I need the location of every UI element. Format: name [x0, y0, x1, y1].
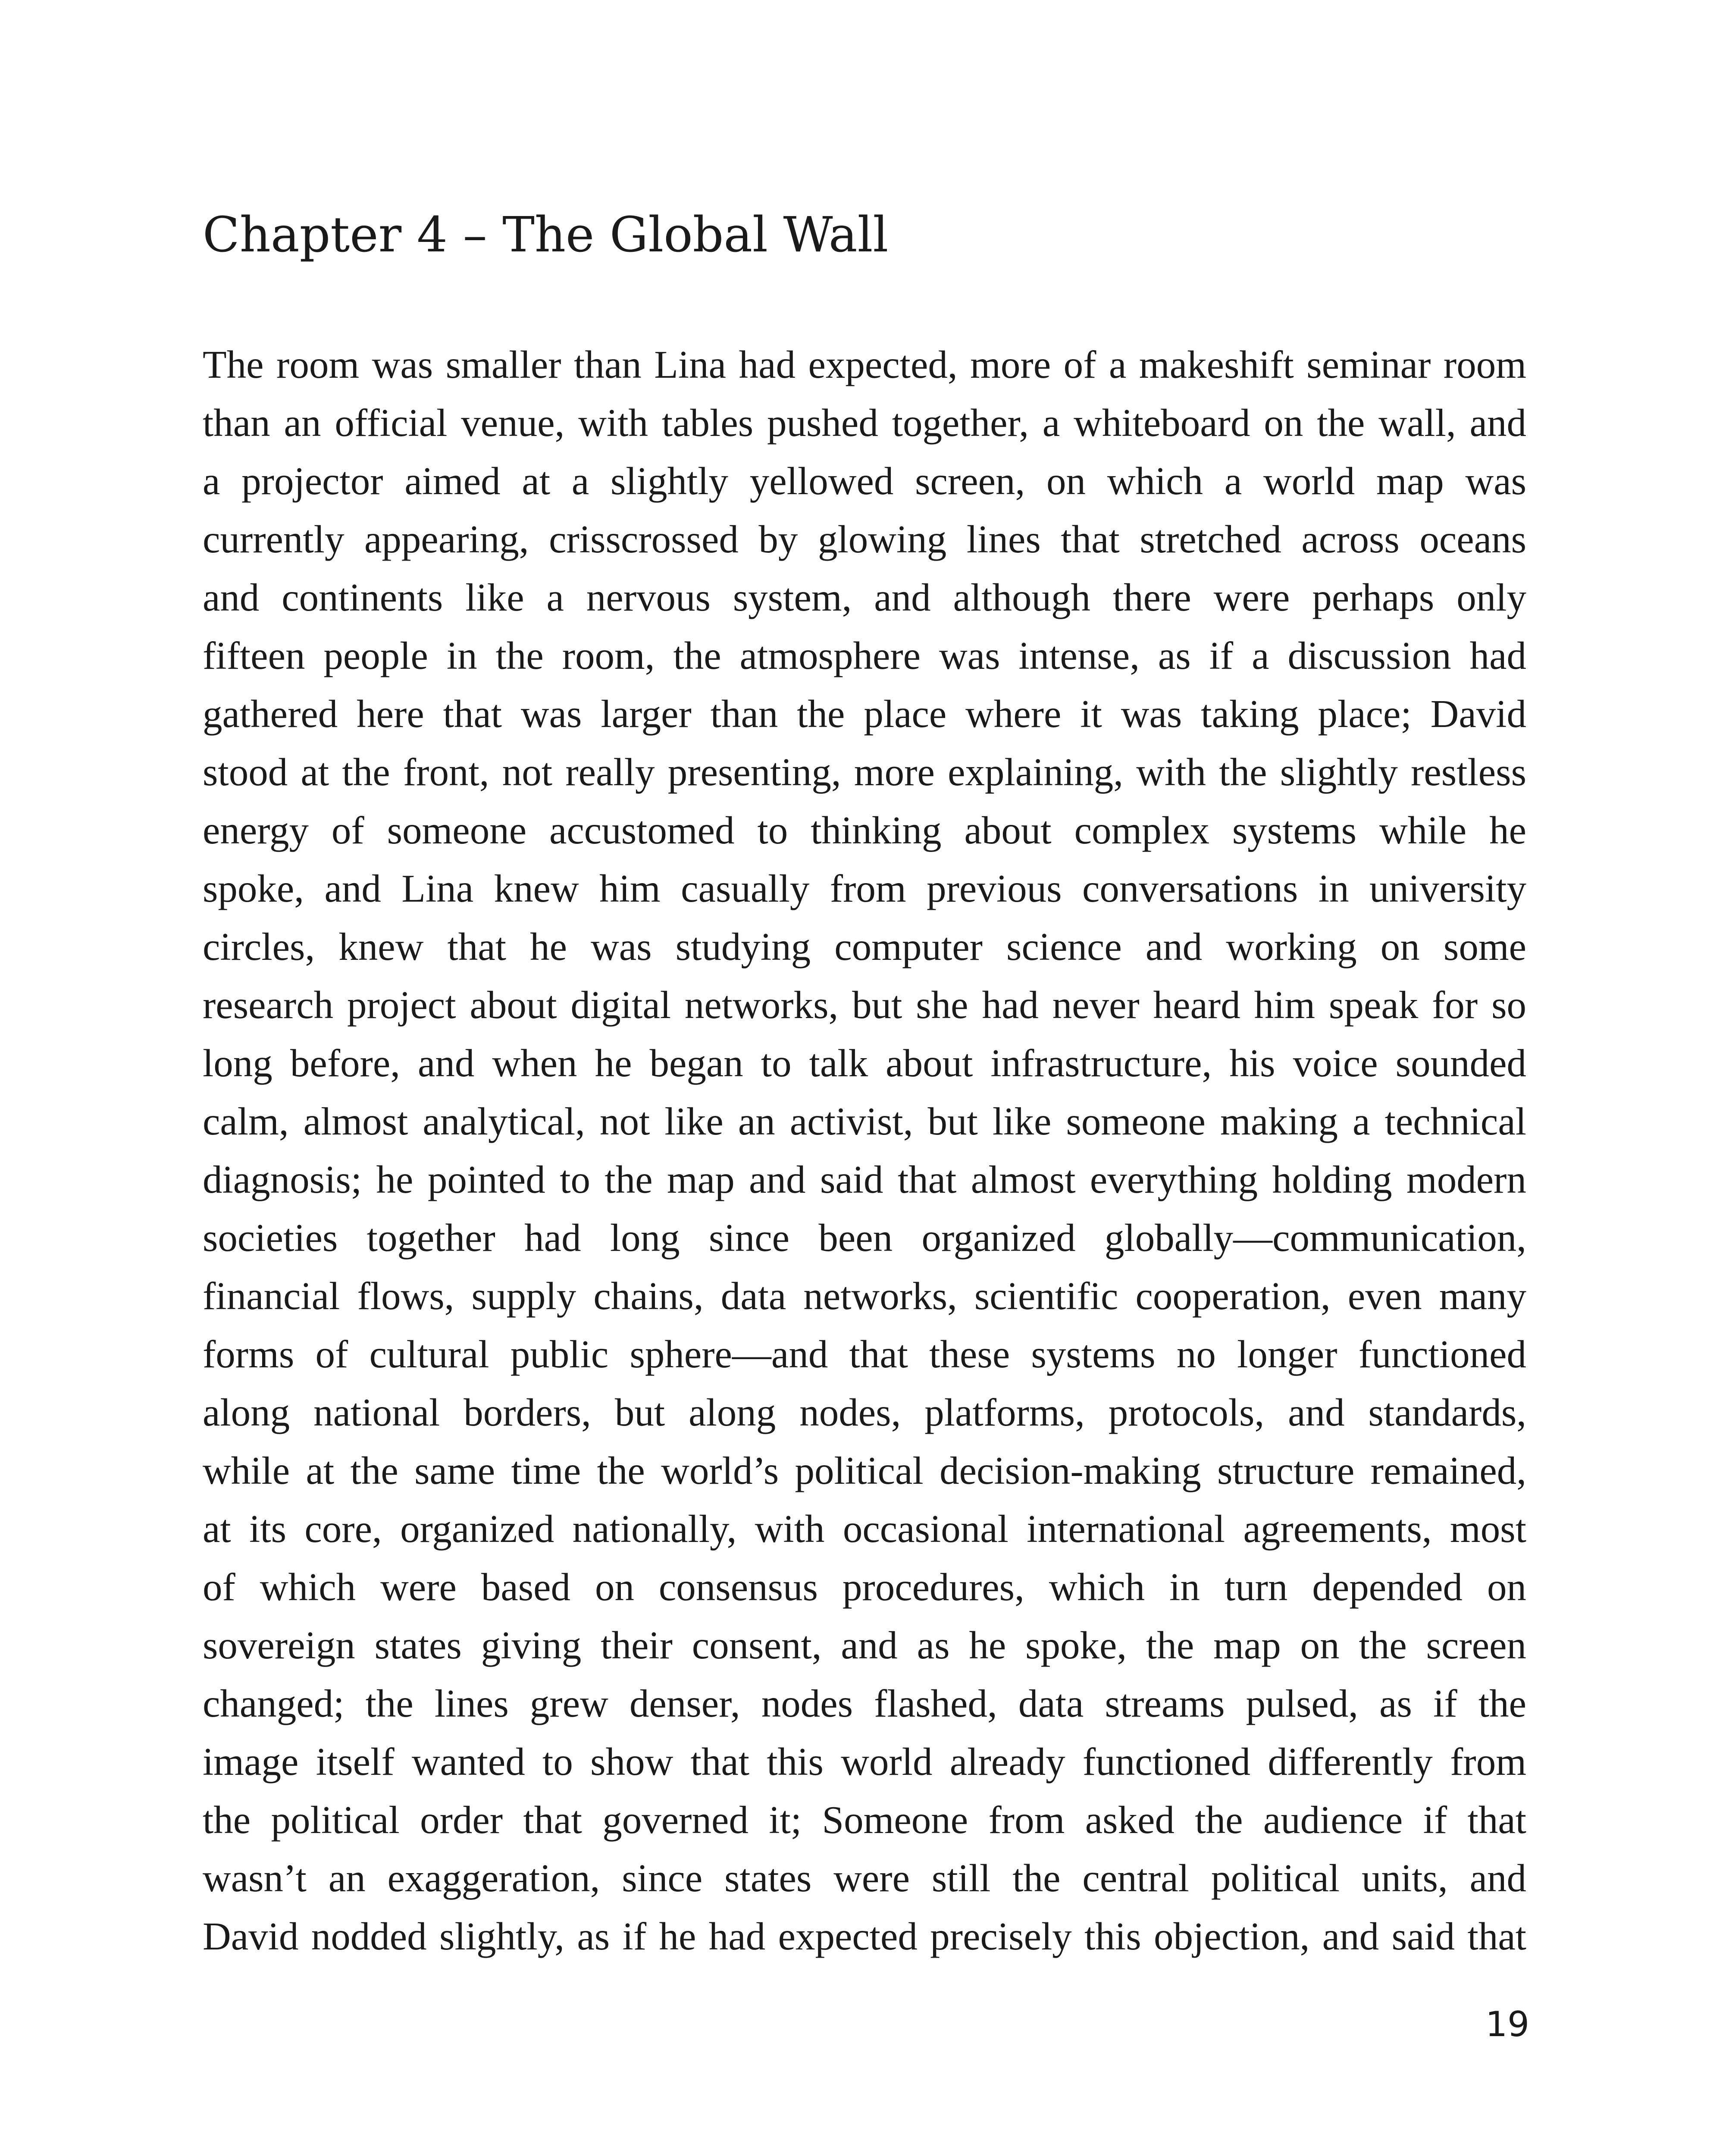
- text-line: energy of someone accustomed to thinking about complex systems while he: [203, 808, 1526, 852]
- text-line: image itself wanted to show that this world already functioned differently from: [203, 1740, 1526, 1783]
- text-line: research project about digital networks, but she had never heard him speak for so: [203, 983, 1526, 1027]
- text-line: while at the same time the world’s political decision-making structure remained,: [203, 1449, 1526, 1492]
- text-line: long before, and when he began to talk about infrastructure, his voice sounded: [203, 1041, 1526, 1085]
- body-paragraph: [203, 335, 1526, 1965]
- text-line: changed; the lines grew denser, nodes flashed, data streams pulsed, as if the: [203, 1682, 1526, 1725]
- text-line: David nodded slightly, as if he had expected precisely this objection, and said that: [203, 1915, 1526, 1958]
- text-line: at its core, organized nationally, with occasional international agreements, most: [203, 1507, 1526, 1551]
- text-line: diagnosis; he pointed to the map and said that almost everything holding modern: [203, 1158, 1526, 1201]
- text-line: societies together had long since been organized globally—communication,: [203, 1216, 1526, 1260]
- text-line: The room was smaller than Lina had expected, more of a makeshift seminar room: [203, 343, 1526, 386]
- text-line: currently appearing, crisscrossed by glowing lines that stretched across oceans: [203, 517, 1526, 561]
- text-line: the political order that governed it; Someone from asked the audience if that: [203, 1798, 1526, 1842]
- text-line: fifteen people in the room, the atmosphere was intense, as if a discussion had: [203, 634, 1526, 677]
- chapter-title: Chapter 4 – The Global Wall: [203, 207, 889, 263]
- page-number: 19: [1485, 2004, 1529, 2044]
- text-line: than an official venue, with tables pushed together, a whiteboard on the wall, and: [203, 401, 1526, 445]
- text-line: financial flows, supply chains, data networks, scientific cooperation, even many: [203, 1274, 1526, 1318]
- text-line: sovereign states giving their consent, and as he spoke, the map on the screen: [203, 1623, 1526, 1667]
- text-line: a projector aimed at a slightly yellowed screen, on which a world map was: [203, 459, 1526, 503]
- text-line: of which were based on consensus procedures, which in turn depended on: [203, 1565, 1526, 1609]
- text-line: along national borders, but along nodes, platforms, protocols, and standards,: [203, 1391, 1526, 1434]
- text-line: stood at the front, not really presenting, more explaining, with the slightly restless: [203, 750, 1526, 794]
- text-line: and continents like a nervous system, and although there were perhaps only: [203, 576, 1526, 619]
- text-line: circles, knew that he was studying computer science and working on some: [203, 925, 1526, 968]
- text-line: calm, almost analytical, not like an activist, but like someone making a technical: [203, 1100, 1526, 1143]
- text-line: wasn’t an exaggeration, since states were still the central political units, and: [203, 1856, 1526, 1900]
- text-line: spoke, and Lina knew him casually from previous conversations in university: [203, 867, 1526, 910]
- text-line: forms of cultural public sphere—and that these systems no longer functioned: [203, 1332, 1526, 1376]
- text-line: gathered here that was larger than the place where it was taking place; David: [203, 692, 1526, 736]
